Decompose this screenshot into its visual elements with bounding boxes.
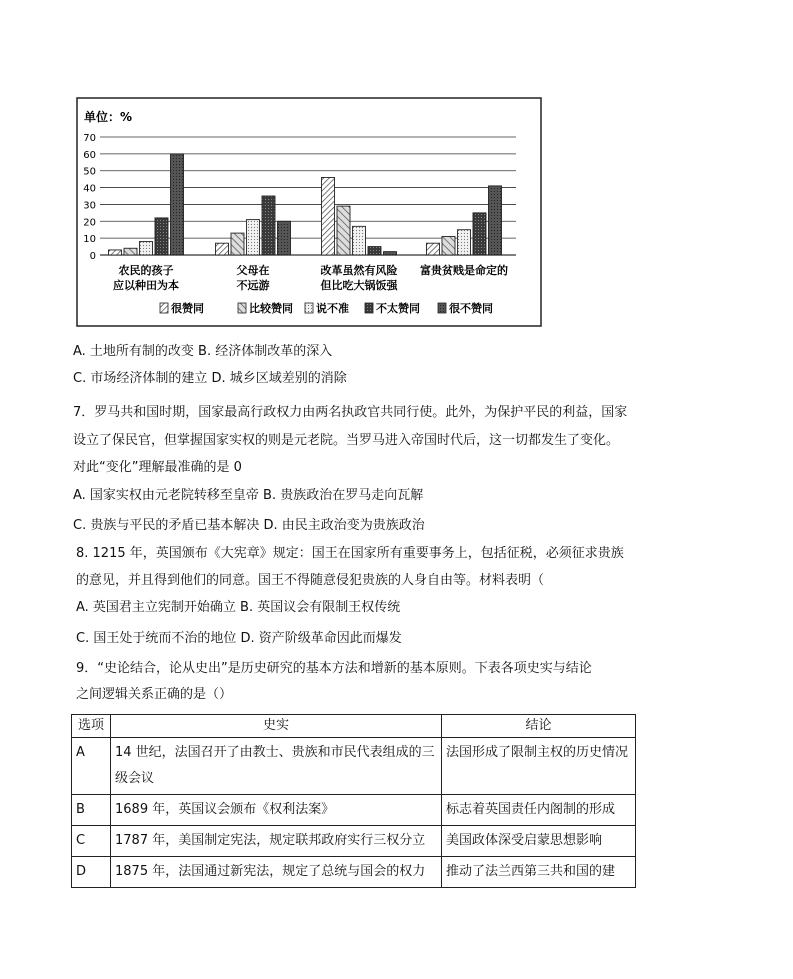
row-fact: 1689 年，英国议会颁布《权利法案》 xyxy=(115,802,335,817)
q8-options-line1: A. 英国君主立宪制开始确立 B. 英国议会有限制王权传统 xyxy=(76,600,401,615)
row-option: D xyxy=(72,857,111,888)
x-category-label: 改革虽然有风险 xyxy=(320,264,398,277)
bar xyxy=(171,154,184,255)
row-conclusion: 法国形成了限制主权的历史情况 xyxy=(446,745,629,760)
x-category-label: 但比吃大锅饭强 xyxy=(320,279,398,292)
bar xyxy=(427,243,440,255)
bar xyxy=(155,218,168,255)
q8-options-line2: C. 国王处于统而不治的地位 D. 资产阶级革命因此而爆发 xyxy=(76,631,402,646)
y-tick-label: 0 xyxy=(89,251,96,262)
q7-options-line1: A. 国家实权由元老院转移至皇帝 B. 贵族政治在罗马走向瓦解 xyxy=(73,488,424,503)
y-tick-label: 50 xyxy=(83,166,96,178)
row-conclusion: 美国政体深受启蒙思想影响 xyxy=(446,833,603,848)
bar xyxy=(384,252,397,255)
bar xyxy=(109,250,122,255)
row-option: C xyxy=(72,826,111,857)
y-tick-label: 10 xyxy=(83,234,96,246)
row-fact: 1787 年，美国制定宪法，规定联邦政府实行三权分立 xyxy=(115,833,426,848)
bar xyxy=(124,248,137,255)
table-row xyxy=(72,857,636,888)
header-option: 选项 xyxy=(72,715,111,738)
legend-swatch xyxy=(365,303,373,313)
legend-label: 说不准 xyxy=(316,302,349,315)
q9-stem-line2: 之间逻辑关系正确的是（） xyxy=(76,687,233,702)
legend-label: 不太赞同 xyxy=(376,302,420,315)
q7-stem-line3: 对此“变化”理解最准确的是 0 xyxy=(73,460,242,475)
legend-swatch xyxy=(238,303,246,313)
q8-stem-line1: 8. 1215 年，英国颁布《大宪章》规定：国王在国家所有重要事务上，包括征税，必须征求贵族 xyxy=(76,546,624,561)
legend-swatch xyxy=(438,303,446,313)
header-conclusion: 结论 xyxy=(442,715,636,738)
row-conclusion: 标志着英国责任内阁制的形成 xyxy=(446,802,616,817)
y-tick-label: 40 xyxy=(83,183,96,195)
q7-stem-line1: 7．罗马共和国时期，国家最高行政权力由两名执政官共同行使。此外，为保护平民的利益，国家 xyxy=(73,405,628,420)
y-tick-label: 60 xyxy=(83,149,96,161)
history-table xyxy=(71,714,636,888)
bar xyxy=(231,233,244,255)
legend-label: 很不赞同 xyxy=(449,302,493,315)
chart-unit-label: 单位：% xyxy=(84,110,133,124)
bar xyxy=(458,230,471,255)
survey-bar-chart xyxy=(76,97,542,327)
x-category-label: 富贵贫贱是命定的 xyxy=(420,264,508,277)
q9-stem-line1: 9．“史论结合，论从史出”是历史研究的基本方法和增新的基本原则。下表各项史实与结论 xyxy=(76,661,592,676)
table-row xyxy=(72,826,636,857)
q7-stem-line2: 设立了保民官，但掌握国家实权的则是元老院。当罗马进入帝国时代后，这一切都发生了变化。 xyxy=(73,433,620,448)
q6-options-line2: C. 市场经济体制的建立 D. 城乡区域差别的消除 xyxy=(73,371,347,386)
row-fact: 1875 年，法国通过新宪法，规定了总统与国会的权力 xyxy=(115,864,426,879)
header-fact: 史实 xyxy=(111,715,442,738)
table-header-row xyxy=(72,715,636,738)
q8-stem-line2: 的意见，并且得到他们的同意。国王不得随意侵犯贵族的人身自由等。材料表明（ xyxy=(76,573,545,588)
bar xyxy=(353,226,366,255)
row-fact: 14 世纪，法国召开了由教士、贵族和市民代表组成的三级会议 xyxy=(115,745,435,786)
bar xyxy=(262,196,275,255)
x-category-label: 父母在 xyxy=(236,264,270,277)
bar xyxy=(140,242,153,255)
bar xyxy=(278,221,291,255)
q6-options-line1: A. 土地所有制的改变 B. 经济体制改革的深入 xyxy=(73,344,333,359)
y-tick-label: 30 xyxy=(83,200,96,212)
row-option: A xyxy=(72,738,111,795)
legend-swatch xyxy=(305,303,313,313)
x-category-label: 不远游 xyxy=(236,279,270,292)
y-tick-label: 20 xyxy=(83,217,96,229)
legend-label: 比较赞同 xyxy=(249,302,293,315)
bar xyxy=(247,220,260,255)
y-tick-label: 70 xyxy=(83,133,96,144)
bar xyxy=(337,206,350,255)
legend-label: 很赞同 xyxy=(171,302,204,315)
table-row xyxy=(72,795,636,826)
bar xyxy=(216,243,229,255)
legend-swatch xyxy=(160,303,168,313)
bar xyxy=(473,213,486,255)
row-conclusion: 推动了法兰西第三共和国的建 xyxy=(446,864,616,879)
bar xyxy=(368,247,381,255)
bar xyxy=(442,236,455,255)
bar xyxy=(322,177,335,255)
table-row xyxy=(72,738,636,795)
q7-options-line2: C. 贵族与平民的矛盾已基本解决 D. 由民主政治变为贵族政治 xyxy=(73,518,425,533)
row-option: B xyxy=(72,795,111,826)
x-category-label: 农民的孩子 xyxy=(118,264,174,277)
bar xyxy=(489,186,502,255)
x-category-label: 应以种田为本 xyxy=(113,279,179,292)
